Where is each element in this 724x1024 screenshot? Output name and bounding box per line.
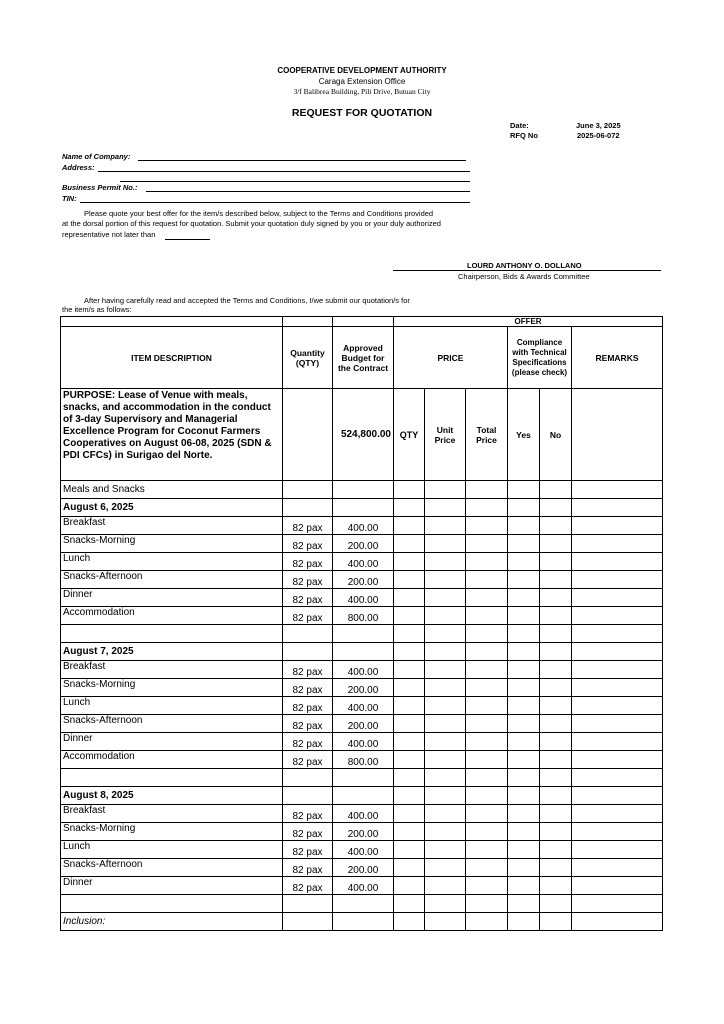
- sub-qty: QTY: [394, 389, 425, 481]
- offer-cell[interactable]: [540, 715, 572, 733]
- table-row: [61, 679, 663, 697]
- offer-cell[interactable]: [466, 679, 508, 697]
- day-heading: August 7, 2025: [61, 643, 283, 661]
- item-qty: 82 pax: [283, 877, 333, 895]
- offer-cell[interactable]: [572, 643, 663, 661]
- offer-cell[interactable]: [394, 823, 425, 841]
- offer-cell[interactable]: [540, 643, 572, 661]
- table-row: [61, 589, 663, 607]
- offer-cell[interactable]: [394, 715, 425, 733]
- offer-cell[interactable]: [540, 607, 572, 625]
- offer-cell[interactable]: [466, 571, 508, 589]
- offer-cell[interactable]: [466, 625, 508, 643]
- offer-cell[interactable]: [572, 823, 663, 841]
- address-line[interactable]: [98, 171, 470, 172]
- item-qty: 82 pax: [283, 751, 333, 769]
- item-name: Snacks-Morning: [61, 823, 283, 841]
- table-row: [61, 517, 663, 535]
- offer-cell[interactable]: [425, 499, 466, 517]
- offer-cell[interactable]: [572, 625, 663, 643]
- offer-cell[interactable]: [394, 787, 425, 805]
- item-abc: 400.00: [333, 877, 394, 895]
- item-abc: 200.00: [333, 535, 394, 553]
- offer-cell[interactable]: [466, 733, 508, 751]
- offer-cell[interactable]: [508, 481, 540, 499]
- signature-line: [393, 270, 661, 271]
- item-name: Snacks-Afternoon: [61, 859, 283, 877]
- offer-cell[interactable]: [540, 769, 572, 787]
- offer-cell[interactable]: [508, 571, 540, 589]
- offer-cell[interactable]: [425, 913, 466, 931]
- offer-cell[interactable]: [572, 679, 663, 697]
- acceptance-line-2: the item/s as follows:: [62, 305, 132, 314]
- table-row: [61, 859, 663, 877]
- offer-cell[interactable]: [540, 859, 572, 877]
- offer-cell[interactable]: [425, 535, 466, 553]
- offer-cell[interactable]: [540, 679, 572, 697]
- offer-cell[interactable]: [466, 643, 508, 661]
- offer-cell[interactable]: [466, 769, 508, 787]
- offer-cell[interactable]: [394, 805, 425, 823]
- date-value: June 3, 2025: [576, 121, 621, 130]
- section-title: Meals and Snacks: [61, 481, 283, 499]
- offer-cell[interactable]: [508, 895, 540, 913]
- offer-cell[interactable]: [466, 499, 508, 517]
- offer-header: OFFER: [394, 317, 663, 327]
- item-qty: 82 pax: [283, 823, 333, 841]
- offer-cell[interactable]: [394, 769, 425, 787]
- offer-cell[interactable]: [508, 679, 540, 697]
- agency-name: COOPERATIVE DEVELOPMENT AUTHORITY: [277, 66, 447, 75]
- offer-cell[interactable]: [425, 481, 466, 499]
- offer-cell[interactable]: [508, 841, 540, 859]
- col-quantity: Quantity (QTY): [283, 327, 333, 389]
- offer-cell[interactable]: [508, 661, 540, 679]
- offer-cell[interactable]: [394, 913, 425, 931]
- permit-line[interactable]: [146, 191, 470, 192]
- page-title: REQUEST FOR QUOTATION: [291, 107, 433, 119]
- offer-cell[interactable]: [572, 751, 663, 769]
- offer-cell[interactable]: [540, 751, 572, 769]
- item-name: Dinner: [61, 733, 283, 751]
- item-qty: 82 pax: [283, 607, 333, 625]
- item-qty: 82 pax: [283, 535, 333, 553]
- address-line-2[interactable]: [120, 181, 470, 182]
- table-row: [61, 841, 663, 859]
- offer-cell[interactable]: [394, 535, 425, 553]
- offer-cell[interactable]: [540, 625, 572, 643]
- item-abc: 400.00: [333, 661, 394, 679]
- item-qty: 82 pax: [283, 697, 333, 715]
- offer-cell[interactable]: [540, 877, 572, 895]
- table-row: [61, 571, 663, 589]
- offer-cell[interactable]: [425, 643, 466, 661]
- offer-cell[interactable]: [466, 895, 508, 913]
- offer-cell[interactable]: [394, 841, 425, 859]
- day-heading: August 6, 2025: [61, 499, 283, 517]
- tin-label: TIN:: [62, 194, 77, 203]
- sub-no: No: [540, 389, 572, 481]
- offer-cell[interactable]: [540, 481, 572, 499]
- item-name: Lunch: [61, 553, 283, 571]
- item-name: Breakfast: [61, 805, 283, 823]
- item-abc: 400.00: [333, 553, 394, 571]
- permit-label: Business Permit No.:: [62, 183, 138, 192]
- table-row: [61, 607, 663, 625]
- offer-cell[interactable]: [540, 913, 572, 931]
- address-label: Address:: [62, 163, 95, 172]
- offer-cell[interactable]: [572, 841, 663, 859]
- item-abc: 200.00: [333, 679, 394, 697]
- offer-cell[interactable]: [572, 535, 663, 553]
- offer-cell[interactable]: [572, 769, 663, 787]
- sub-yes: Yes: [508, 389, 540, 481]
- offer-cell[interactable]: [508, 715, 540, 733]
- offer-cell[interactable]: [466, 535, 508, 553]
- offer-cell[interactable]: [394, 679, 425, 697]
- offer-cell[interactable]: [394, 589, 425, 607]
- offer-cell[interactable]: [425, 805, 466, 823]
- offer-cell[interactable]: [572, 733, 663, 751]
- offer-cell[interactable]: [572, 787, 663, 805]
- item-name: Lunch: [61, 697, 283, 715]
- offer-cell[interactable]: [466, 715, 508, 733]
- offer-cell[interactable]: [508, 697, 540, 715]
- offer-cell[interactable]: [572, 697, 663, 715]
- offer-cell[interactable]: [394, 877, 425, 895]
- inclusion-label: Inclusion:: [61, 913, 283, 931]
- table-row: [61, 751, 663, 769]
- offer-cell[interactable]: [508, 625, 540, 643]
- offer-cell[interactable]: [466, 823, 508, 841]
- item-qty: 82 pax: [283, 517, 333, 535]
- offer-cell[interactable]: [508, 913, 540, 931]
- col-abc: Approved Budget for the Contract: [333, 327, 394, 389]
- offer-cell[interactable]: [466, 859, 508, 877]
- offer-cell[interactable]: [466, 517, 508, 535]
- item-abc: 400.00: [333, 733, 394, 751]
- offer-cell[interactable]: [394, 751, 425, 769]
- offer-cell[interactable]: [572, 805, 663, 823]
- offer-cell[interactable]: [425, 589, 466, 607]
- offer-cell[interactable]: [394, 895, 425, 913]
- offer-cell[interactable]: [394, 625, 425, 643]
- offer-cell[interactable]: [466, 787, 508, 805]
- offer-cell[interactable]: [540, 571, 572, 589]
- offer-cell[interactable]: [540, 589, 572, 607]
- offer-cell[interactable]: [572, 895, 663, 913]
- acceptance-line-1: After having carefully read and accepted the Terms and Conditions, I/we submit our quotation/s for: [84, 296, 410, 305]
- offer-cell[interactable]: [425, 697, 466, 715]
- office-name: Caraga Extension Office: [318, 77, 406, 86]
- sub-total-price: Total Price: [466, 389, 508, 481]
- item-name: Breakfast: [61, 661, 283, 679]
- item-qty: 82 pax: [283, 553, 333, 571]
- offer-cell[interactable]: [466, 697, 508, 715]
- offer-cell[interactable]: [572, 571, 663, 589]
- item-abc: 400.00: [333, 517, 394, 535]
- item-qty: 82 pax: [283, 679, 333, 697]
- item-qty: 82 pax: [283, 571, 333, 589]
- signatory-position: Chairperson, Bids & Awards Committee: [458, 272, 590, 281]
- offer-cell[interactable]: [540, 805, 572, 823]
- offer-cell[interactable]: [394, 517, 425, 535]
- offer-cell[interactable]: [425, 769, 466, 787]
- offer-cell[interactable]: [394, 481, 425, 499]
- item-qty: 82 pax: [283, 733, 333, 751]
- item-name: Breakfast: [61, 517, 283, 535]
- offer-cell[interactable]: [425, 841, 466, 859]
- offer-cell[interactable]: [540, 661, 572, 679]
- offer-cell[interactable]: [572, 499, 663, 517]
- table-row: [61, 877, 663, 895]
- item-abc: 200.00: [333, 823, 394, 841]
- table-row: [61, 733, 663, 751]
- offer-cell[interactable]: [540, 517, 572, 535]
- offer-cell[interactable]: [572, 859, 663, 877]
- item-name: Snacks-Afternoon: [61, 571, 283, 589]
- offer-cell[interactable]: [572, 715, 663, 733]
- item-abc: 200.00: [333, 715, 394, 733]
- offer-cell[interactable]: [466, 913, 508, 931]
- item-abc: 200.00: [333, 859, 394, 877]
- offer-cell[interactable]: [508, 607, 540, 625]
- offer-cell[interactable]: [540, 895, 572, 913]
- item-qty: 82 pax: [283, 661, 333, 679]
- item-qty: 82 pax: [283, 715, 333, 733]
- offer-cell[interactable]: [508, 805, 540, 823]
- offer-cell[interactable]: [394, 733, 425, 751]
- offer-cell[interactable]: [425, 517, 466, 535]
- item-name: Accommodation: [61, 607, 283, 625]
- col-remarks: REMARKS: [572, 327, 663, 389]
- offer-cell[interactable]: [425, 877, 466, 895]
- instruction-line-2: at the dorsal portion of this request for quotation. Submit your quotation duly signed by you or your duly authorized: [62, 219, 441, 228]
- offer-cell[interactable]: [508, 553, 540, 571]
- instruction-line-3: representative not later than: [62, 230, 156, 239]
- offer-cell[interactable]: [572, 607, 663, 625]
- offer-cell[interactable]: [466, 841, 508, 859]
- col-compliance: Compliance with Technical Specifications (please check): [508, 327, 572, 389]
- table-row: [61, 823, 663, 841]
- offer-cell[interactable]: [466, 661, 508, 679]
- offer-cell[interactable]: [425, 895, 466, 913]
- table-row: [61, 715, 663, 733]
- offer-cell[interactable]: [425, 607, 466, 625]
- date-label: Date:: [510, 121, 529, 130]
- offer-cell[interactable]: [425, 823, 466, 841]
- offer-cell[interactable]: [425, 715, 466, 733]
- offer-cell[interactable]: [466, 751, 508, 769]
- offer-cell[interactable]: [572, 913, 663, 931]
- item-abc: 800.00: [333, 751, 394, 769]
- offer-cell[interactable]: [508, 877, 540, 895]
- offer-cell[interactable]: [540, 787, 572, 805]
- offer-cell[interactable]: [508, 499, 540, 517]
- offer-cell[interactable]: [540, 499, 572, 517]
- purpose-text: Lease of Venue with meals, snacks, and accommodation in the conduct of 3-day Supervisory and Managerial Excellence Program for Coconut Farmers Cooperatives on August 06-08, 2025 (SDN & PDI CFCs) in Surigao del Norte.: [63, 390, 272, 461]
- offer-cell[interactable]: [394, 697, 425, 715]
- offer-cell[interactable]: [508, 751, 540, 769]
- offer-cell[interactable]: [425, 859, 466, 877]
- offer-cell[interactable]: [425, 625, 466, 643]
- abc-total: 524,800.00: [333, 389, 394, 481]
- offer-cell[interactable]: [508, 787, 540, 805]
- table-row: [61, 535, 663, 553]
- offer-cell[interactable]: [540, 841, 572, 859]
- offer-cell[interactable]: [572, 661, 663, 679]
- item-qty: 82 pax: [283, 841, 333, 859]
- offer-cell[interactable]: [508, 823, 540, 841]
- offer-cell[interactable]: [394, 571, 425, 589]
- sub-unit-price: Unit Price: [425, 389, 466, 481]
- offer-cell[interactable]: [394, 553, 425, 571]
- rfq-value: 2025-06-072: [577, 131, 620, 140]
- tin-line[interactable]: [80, 202, 470, 203]
- offer-cell[interactable]: [425, 679, 466, 697]
- offer-cell[interactable]: [394, 499, 425, 517]
- item-abc: 400.00: [333, 589, 394, 607]
- purpose-cell: [61, 389, 283, 481]
- offer-cell[interactable]: [572, 553, 663, 571]
- offer-cell[interactable]: [508, 859, 540, 877]
- offer-cell[interactable]: [466, 805, 508, 823]
- offer-cell[interactable]: [540, 535, 572, 553]
- table-row: [61, 697, 663, 715]
- company-line[interactable]: [138, 160, 466, 161]
- offer-cell[interactable]: [394, 661, 425, 679]
- purpose-label: PURPOSE:: [63, 390, 116, 401]
- item-abc: 400.00: [333, 805, 394, 823]
- day-heading: August 8, 2025: [61, 787, 283, 805]
- item-abc: 800.00: [333, 607, 394, 625]
- offer-cell[interactable]: [466, 553, 508, 571]
- offer-cell[interactable]: [425, 661, 466, 679]
- offer-cell[interactable]: [508, 733, 540, 751]
- office-address: 3/f Balibrea Building, Pili Drive, Butuan City: [293, 87, 431, 96]
- col-price: PRICE: [394, 327, 508, 389]
- company-label: Name of Company:: [62, 152, 131, 161]
- col-item-description: ITEM DESCRIPTION: [61, 327, 283, 389]
- offer-cell[interactable]: [394, 859, 425, 877]
- offer-cell[interactable]: [540, 697, 572, 715]
- offer-cell[interactable]: [508, 535, 540, 553]
- signatory-name: LOURD ANTHONY O. DOLLANO: [467, 261, 582, 270]
- offer-cell[interactable]: [572, 877, 663, 895]
- offer-cell[interactable]: [394, 607, 425, 625]
- offer-cell[interactable]: [466, 589, 508, 607]
- offer-cell[interactable]: [540, 553, 572, 571]
- table-row: [61, 553, 663, 571]
- offer-cell[interactable]: [508, 517, 540, 535]
- item-name: Accommodation: [61, 751, 283, 769]
- offer-cell[interactable]: [425, 733, 466, 751]
- item-qty: 82 pax: [283, 805, 333, 823]
- offer-cell[interactable]: [466, 607, 508, 625]
- offer-cell[interactable]: [572, 589, 663, 607]
- offer-cell[interactable]: [466, 877, 508, 895]
- item-qty: 82 pax: [283, 859, 333, 877]
- quotation-table: [60, 316, 663, 931]
- offer-cell[interactable]: [425, 571, 466, 589]
- deadline-line[interactable]: [165, 239, 210, 240]
- offer-cell[interactable]: [508, 589, 540, 607]
- table-row: [61, 661, 663, 679]
- offer-cell[interactable]: [540, 733, 572, 751]
- item-abc: 200.00: [333, 571, 394, 589]
- offer-cell[interactable]: [540, 823, 572, 841]
- offer-cell[interactable]: [508, 769, 540, 787]
- offer-cell[interactable]: [466, 481, 508, 499]
- offer-cell[interactable]: [572, 481, 663, 499]
- item-qty: 82 pax: [283, 589, 333, 607]
- offer-cell[interactable]: [425, 751, 466, 769]
- offer-cell[interactable]: [425, 553, 466, 571]
- item-name: Snacks-Morning: [61, 679, 283, 697]
- item-name: Dinner: [61, 877, 283, 895]
- instruction-line-1: Please quote your best offer for the item/s described below, subject to the Terms and Conditions provided: [84, 209, 434, 218]
- item-name: Dinner: [61, 589, 283, 607]
- item-name: Snacks-Morning: [61, 535, 283, 553]
- offer-cell[interactable]: [394, 643, 425, 661]
- item-name: Lunch: [61, 841, 283, 859]
- table-row: [61, 805, 663, 823]
- item-name: Snacks-Afternoon: [61, 715, 283, 733]
- offer-cell[interactable]: [508, 643, 540, 661]
- offer-cell[interactable]: [425, 787, 466, 805]
- item-abc: 400.00: [333, 697, 394, 715]
- rfq-label: RFQ No: [510, 131, 538, 140]
- item-abc: 400.00: [333, 841, 394, 859]
- offer-cell[interactable]: [572, 517, 663, 535]
